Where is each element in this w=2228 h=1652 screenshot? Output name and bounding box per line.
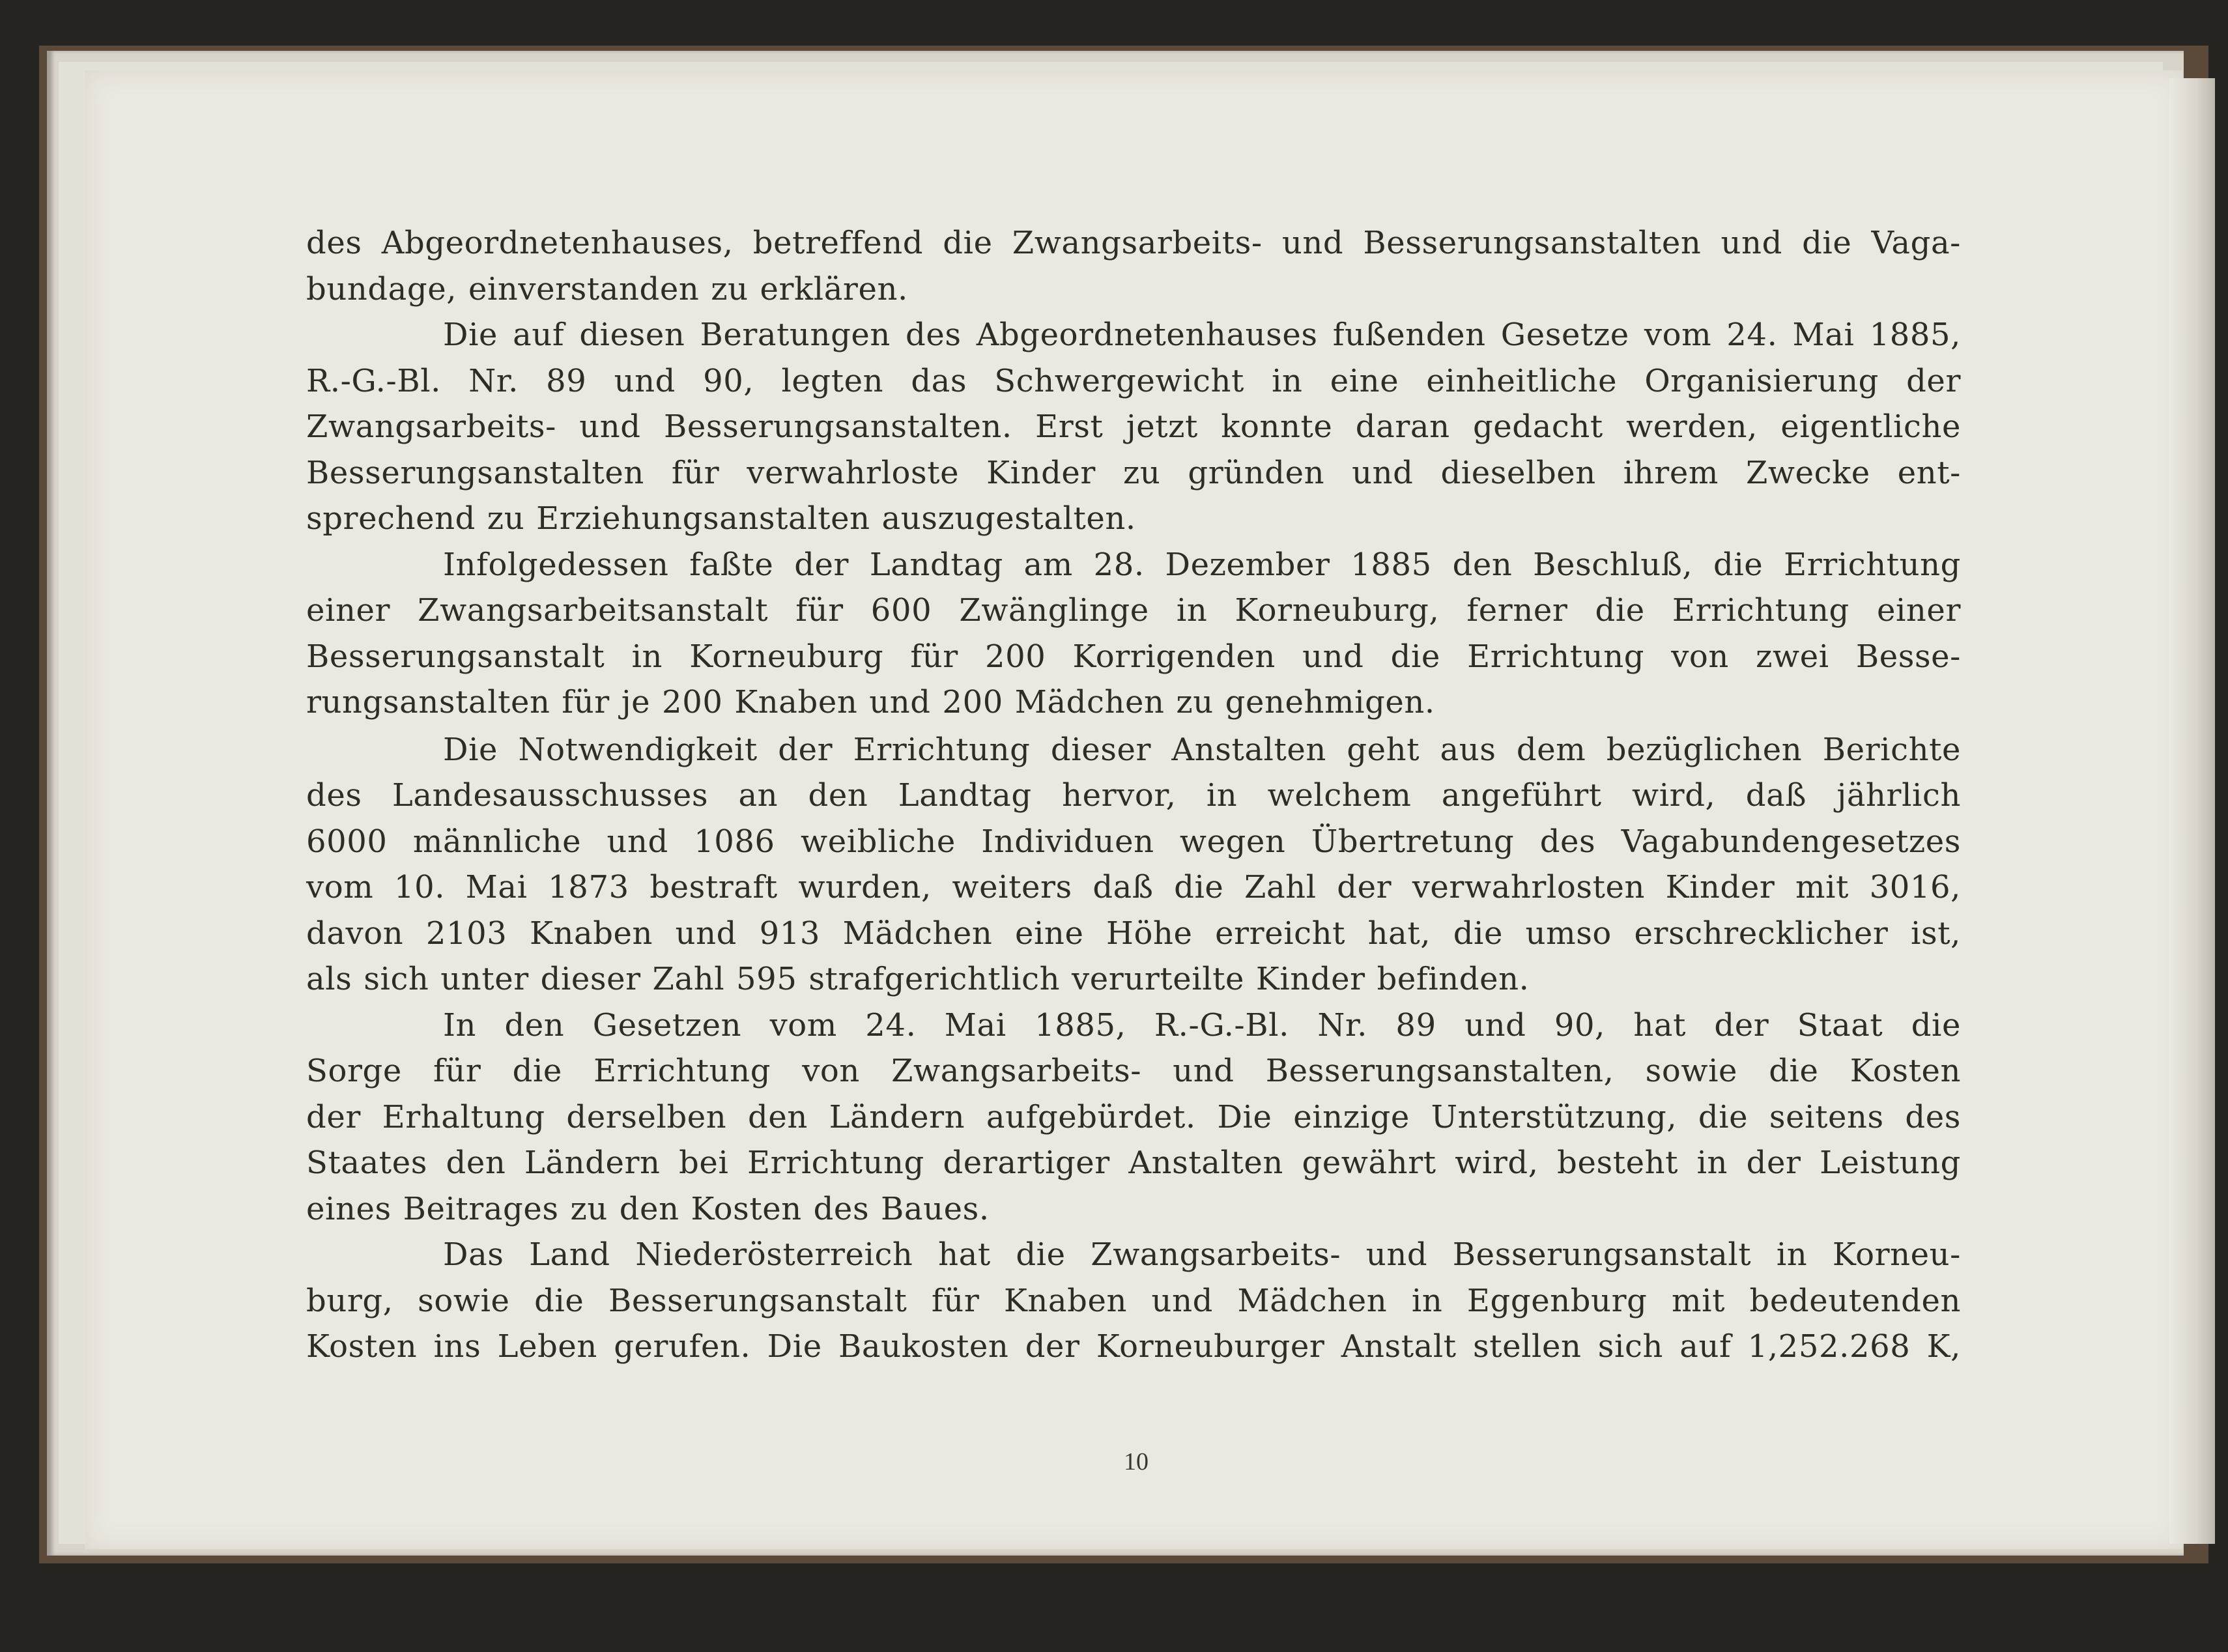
body-text — [306, 220, 1961, 1370]
text-line: Zwangsarbeits- und Besserungsanstalten. Erst jetzt konnte daran gedacht werden, eigentliche — [306, 408, 1961, 445]
text-line: des Landesausschusses an den Landtag hervor, in welchem angeführt wird, daß jährlich — [306, 777, 1961, 814]
text-line: 6000 männliche und 1086 weibliche Individuen wegen Übertretung des Vagabundengesetzes — [306, 823, 1961, 860]
text-line: Die Notwendigkeit der Errichtung dieser Anstalten geht aus dem bezüglichen Berichte — [443, 731, 1961, 768]
text-line: sprechend zu Erziehungsanstalten auszugestalten. — [306, 500, 1136, 537]
text-line: burg, sowie die Besserungsanstalt für Knaben und Mädchen in Eggenburg mit bedeutenden — [306, 1282, 1961, 1319]
text-line: als sich unter dieser Zahl 595 strafgerichtlich verurteilte Kinder befinden. — [306, 961, 1530, 997]
text-line: rungsanstalten für je 200 Knaben und 200 Mädchen zu genehmigen. — [306, 684, 1435, 720]
text-line: Staates den Ländern bei Errichtung derartiger Anstalten gewährt wird, besteht in der Leistung — [306, 1145, 1961, 1181]
text-line: Die auf diesen Beratungen des Abgeordnetenhauses fußenden Gesetze vom 24. Mai 1885, — [443, 317, 1961, 353]
text-line: eines Beitrages zu den Kosten des Baues. — [306, 1190, 990, 1227]
text-line: Das Land Niederösterreich hat die Zwangsarbeits- und Besserungsanstalt in Korneu- — [443, 1236, 1961, 1273]
text-line: des Abgeordnetenhauses, betreffend die Zwangsarbeits- und Besserungsanstalten und die Vaga- — [306, 225, 1961, 261]
text-line: Infolgedessen faßte der Landtag am 28. Dezember 1885 den Beschluß, die Errichtung — [443, 546, 1961, 583]
text-line: In den Gesetzen vom 24. Mai 1885, R.-G.-Bl. Nr. 89 und 90, hat der Staat die — [443, 1006, 1961, 1044]
text-line: vom 10. Mai 1873 bestraft wurden, weiters daß die Zahl der verwahrlosten Kinder mit 3016, — [306, 869, 1961, 905]
page-gutter — [2169, 78, 2215, 1544]
text-line: einer Zwangsarbeitsanstalt für 600 Zwänglinge in Korneuburg, ferner die Errichtung einer — [306, 592, 1961, 629]
text-line: bundage, einverstanden zu erklären. — [306, 270, 908, 307]
text-line: davon 2103 Knaben und 913 Mädchen eine Höhe erreicht hat, die umso erschrecklicher ist, — [306, 915, 1961, 952]
text-line: Sorge für die Errichtung von Zwangsarbeits- und Besserungsanstalten, sowie die Kosten — [306, 1053, 1961, 1089]
text-line: der Erhaltung derselben den Ländern aufgebürdet. Die einzige Unterstützung, die seitens des — [306, 1098, 1961, 1135]
text-line: Besserungsanstalten für verwahrloste Kinder zu gründen und dieselben ihrem Zwecke ent- — [306, 454, 1961, 491]
text-line: Besserungsanstalt in Korneuburg für 200 Korrigenden und die Errichtung von zwei Besse- — [306, 638, 1961, 675]
page-number: 10 — [1124, 1448, 1149, 1475]
text-line: R.-G.-Bl. Nr. 89 und 90, legten das Schwergewicht in eine einheitliche Organisierung der — [306, 362, 1961, 399]
text-line: Kosten ins Leben gerufen. Die Baukosten der Korneuburger Anstalt stellen sich auf 1,252.268 K, — [306, 1328, 1961, 1365]
